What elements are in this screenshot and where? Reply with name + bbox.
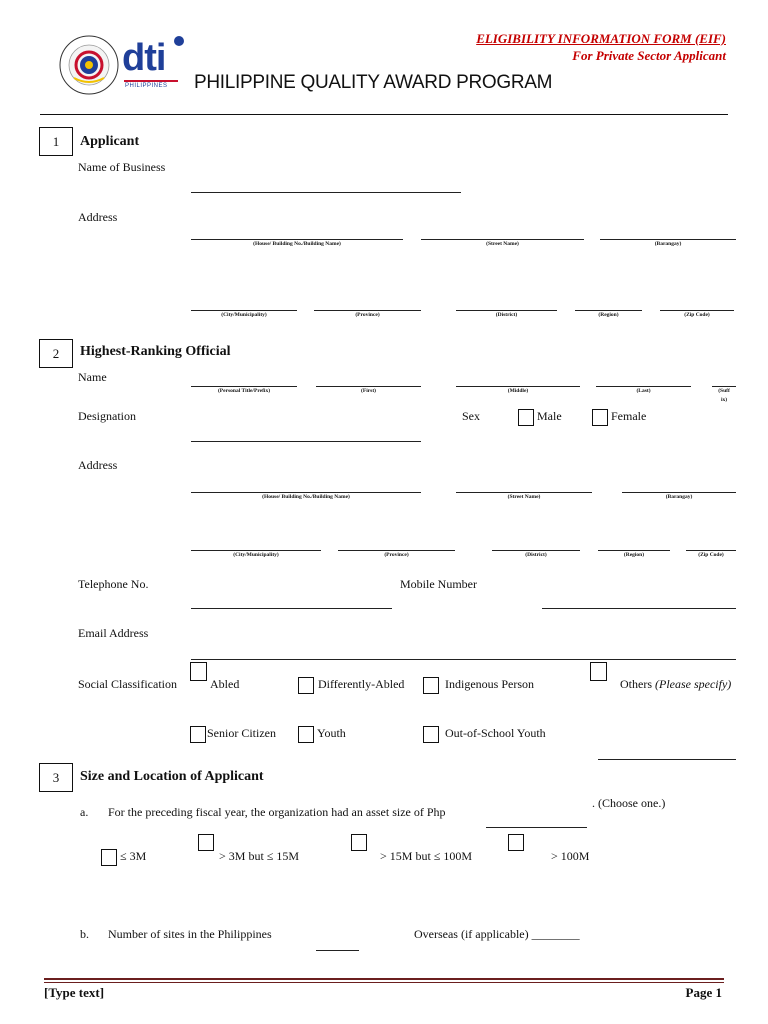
designation-label: Designation (78, 409, 136, 423)
caption-first: (First) (361, 388, 376, 394)
official-middle-field[interactable] (456, 386, 580, 387)
program-title: PHILIPPINE QUALITY AWARD PROGRAM (194, 72, 553, 93)
caption-district: (District) (495, 312, 518, 318)
pqa-seal-logo (58, 34, 120, 96)
official-name-label: Name (78, 370, 107, 384)
others-specify-field[interactable] (598, 759, 736, 760)
caption-suffix: (Suff (718, 388, 730, 394)
official-house-field[interactable] (191, 492, 421, 493)
caption-official-province: (Province) (384, 552, 409, 558)
asset-100m-label: > 100M (551, 849, 590, 863)
asset-3m-label: ≤ 3M (120, 849, 147, 863)
caption-house: (House/ Building No./Building Name) (253, 241, 341, 247)
official-first-field[interactable] (316, 386, 421, 387)
asset-100m-checkbox[interactable] (508, 834, 524, 851)
caption-official-region: (Region) (623, 552, 645, 558)
telephone-field[interactable] (191, 608, 392, 609)
section-3-title: Size and Location of Applicant (80, 769, 264, 784)
out-of-school-label: Out-of-School Youth (445, 726, 546, 740)
choose-one-text: . (Choose one.) (592, 796, 666, 810)
others-label (620, 677, 731, 692)
official-province-field[interactable] (338, 550, 455, 551)
form-subtitle: For Private Sector Applicant (572, 48, 726, 63)
abled-label: Abled (210, 677, 240, 691)
caption-city: (City/Municipality) (221, 312, 267, 318)
others-checkbox[interactable] (590, 662, 607, 681)
sex-label: Sex (462, 409, 480, 423)
official-suffix-field[interactable] (712, 386, 736, 387)
section-2-title: Highest-Ranking Official (80, 344, 231, 359)
email-field[interactable] (191, 659, 736, 660)
applicant-house-field[interactable] (191, 239, 403, 240)
asset-size-field[interactable] (486, 827, 587, 828)
caption-official-district: (District) (525, 552, 547, 558)
youth-checkbox[interactable] (298, 726, 314, 743)
asset-15m-100m-checkbox[interactable] (351, 834, 367, 851)
header-rule (40, 114, 728, 115)
dti-logo (122, 36, 184, 92)
section-1-number: 1 (39, 127, 73, 156)
caption-last: (Last) (636, 388, 651, 394)
dti-logo-text: dti (122, 37, 166, 79)
footer-rule-thin (44, 982, 724, 983)
email-label: Email Address (78, 626, 149, 640)
out-of-school-checkbox[interactable] (423, 726, 439, 743)
senior-citizen-label: Senior Citizen (207, 726, 276, 740)
applicant-province-field[interactable] (314, 310, 421, 311)
youth-label: Youth (317, 726, 346, 740)
applicant-city-field[interactable] (191, 310, 297, 311)
footer-left-text: [Type text] (44, 985, 105, 1000)
applicant-barangay-field[interactable] (600, 239, 736, 240)
social-classification-label: Social Classification (78, 677, 177, 691)
differently-abled-label: Differently-Abled (318, 677, 405, 691)
official-zip-field[interactable] (686, 550, 736, 551)
indigenous-label: Indigenous Person (445, 677, 534, 691)
footer-page-number: Page 1 (685, 985, 722, 1000)
asset-15m-100m-label: > 15M but ≤ 100M (380, 849, 473, 863)
female-label: Female (611, 409, 647, 423)
designation-field[interactable] (191, 441, 421, 442)
official-street-field[interactable] (456, 492, 592, 493)
mobile-label: Mobile Number (400, 577, 477, 591)
applicant-district-field[interactable] (456, 310, 557, 311)
item-b-text: Number of sites in the Philippines (108, 927, 272, 941)
official-address-label: Address (78, 458, 118, 472)
caption-official-house: (House/ Building No./Building Name) (262, 494, 350, 500)
senior-citizen-checkbox[interactable] (190, 726, 206, 743)
caption-official-zip: (Zip Code) (698, 552, 724, 558)
caption-middle: (Middle) (507, 388, 529, 394)
name-of-business-label: Name of Business (78, 160, 166, 174)
overseas-text: Overseas (if applicable) ________ (414, 927, 580, 941)
applicant-region-field[interactable] (575, 310, 642, 311)
item-a-text: For the preceding fiscal year, the organization had an asset size of Php (108, 805, 446, 819)
others-text: Others (620, 677, 652, 691)
dti-logo-sub: PHILIPPINES (125, 83, 168, 89)
official-district-field[interactable] (492, 550, 580, 551)
caption-zip: (Zip Code) (684, 312, 710, 318)
section-1-title: Applicant (80, 134, 140, 149)
caption-official-street: (Street Name) (507, 494, 541, 500)
applicant-address-label: Address (78, 210, 118, 224)
caption-official-barangay: (Barangay) (665, 494, 693, 500)
caption-province: (Province) (355, 312, 380, 318)
caption-official-city: (City/Municipality) (233, 552, 279, 558)
male-checkbox[interactable] (518, 409, 534, 426)
differently-abled-checkbox[interactable] (298, 677, 314, 694)
indigenous-checkbox[interactable] (423, 677, 439, 694)
form-title: ELIGIBILITY INFORMATION FORM (EIF) (476, 31, 726, 46)
asset-3m-checkbox[interactable] (101, 849, 117, 866)
official-barangay-field[interactable] (622, 492, 736, 493)
mobile-field[interactable] (542, 608, 736, 609)
others-note: (Please specify) (655, 677, 732, 691)
caption-region: (Region) (598, 312, 619, 318)
telephone-label: Telephone No. (78, 577, 149, 591)
caption-street: (Street Name) (486, 241, 519, 247)
official-city-field[interactable] (191, 550, 321, 551)
section-3-number: 3 (39, 763, 73, 792)
official-region-field[interactable] (598, 550, 670, 551)
section-2-number: 2 (39, 339, 73, 368)
asset-3m-15m-label: > 3M but ≤ 15M (219, 849, 300, 863)
applicant-zip-field[interactable] (660, 310, 734, 311)
item-b-marker: b. (80, 927, 89, 941)
male-label: Male (537, 409, 562, 423)
official-prefix-field[interactable] (191, 386, 297, 387)
caption-barangay: (Barangay) (654, 241, 682, 247)
sites-ph-field[interactable] (316, 950, 359, 951)
abled-checkbox[interactable] (190, 662, 207, 681)
female-checkbox[interactable] (592, 409, 608, 426)
footer-rule (44, 978, 724, 980)
caption-prefix: (Personal Title/Prefix) (217, 388, 271, 394)
name-of-business-field[interactable] (191, 192, 461, 193)
official-last-field[interactable] (596, 386, 691, 387)
asset-3m-15m-checkbox[interactable] (198, 834, 214, 851)
item-a-marker: a. (80, 805, 89, 819)
caption-suffix-2: ix) (720, 397, 728, 403)
applicant-street-field[interactable] (421, 239, 584, 240)
